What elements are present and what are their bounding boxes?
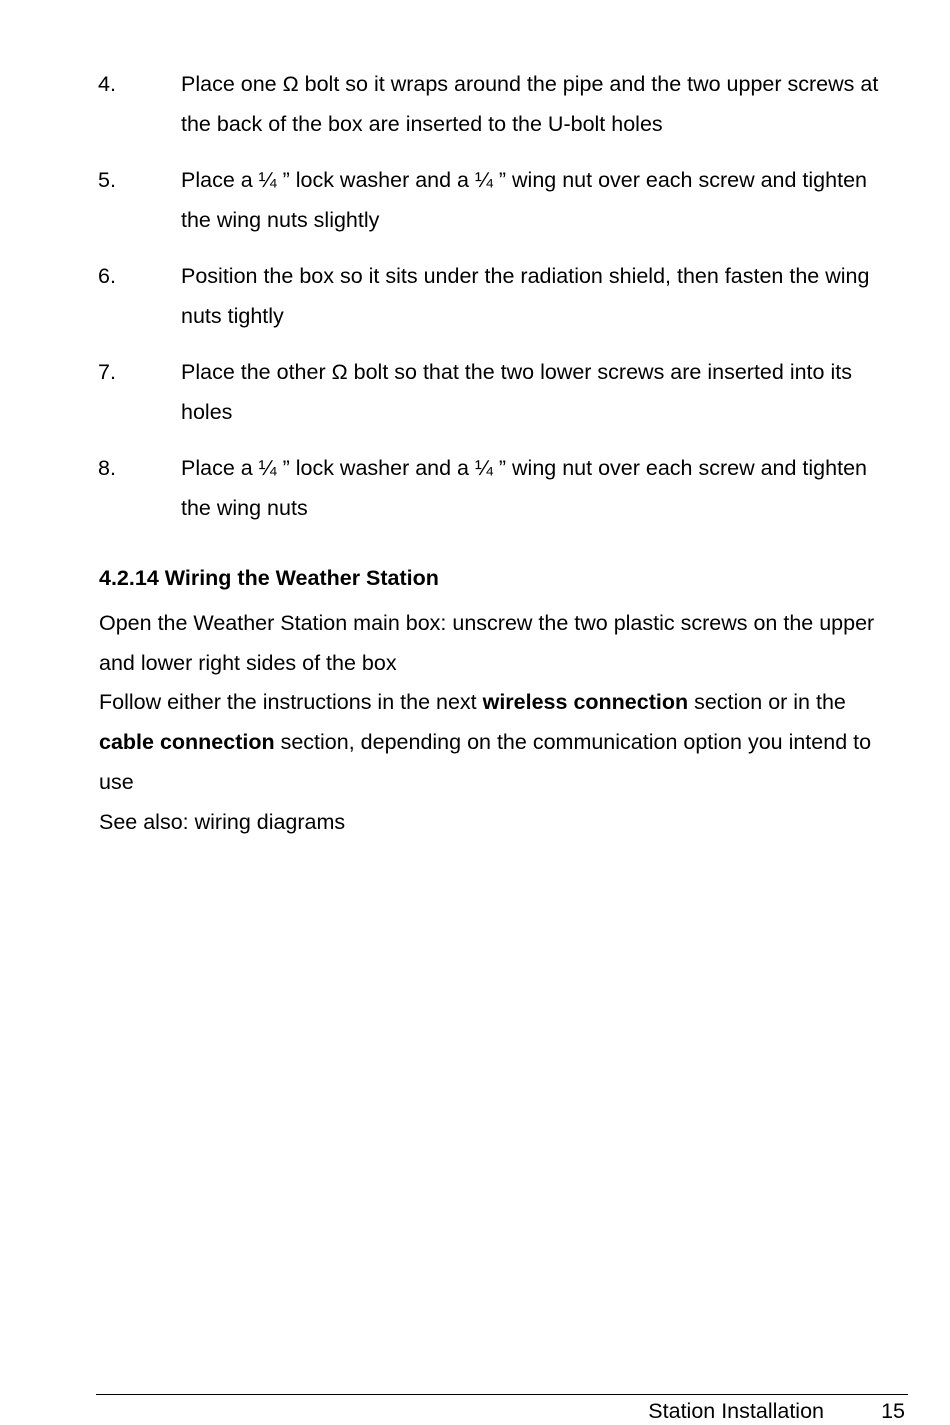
step-item bbox=[0, 64, 950, 144]
step-number: 6. bbox=[98, 264, 116, 288]
step-text: Place a ¼ ” lock washer and a ¼ ” wing nut over each screw and tighten the wing nuts bbox=[181, 456, 867, 520]
section-body bbox=[99, 604, 899, 842]
page-number: 15 bbox=[881, 1399, 905, 1423]
see-also-paragraph: See also: wiring diagrams bbox=[99, 809, 346, 834]
step-text: Place a ¼ ” lock washer and a ¼ ” wing nut over each screw and tighten the wing nuts slightly bbox=[181, 168, 867, 232]
text-run: section or in the bbox=[688, 690, 846, 715]
step-item bbox=[0, 160, 950, 240]
follow-instructions-paragraph bbox=[99, 683, 899, 802]
step-number: 8. bbox=[98, 456, 116, 480]
footer-divider bbox=[96, 1394, 908, 1395]
text-run: section, depending on the communication option you intend to use bbox=[99, 730, 872, 794]
cable-connection-reference: cable connection bbox=[99, 730, 275, 755]
text-run: Follow either the instructions in the next bbox=[99, 690, 483, 715]
step-number: 7. bbox=[98, 360, 116, 384]
step-item bbox=[0, 448, 950, 528]
step-number: 5. bbox=[98, 168, 116, 192]
step-text: Place the other Ω bolt so that the two lower screws are inserted into its holes bbox=[181, 360, 852, 424]
step-text: Position the box so it sits under the radiation shield, then fasten the wing nuts tightly bbox=[181, 264, 870, 328]
step-text: Place one Ω bolt so it wraps around the pipe and the two upper screws at the back of the box are inserted to the U-bolt holes bbox=[181, 72, 879, 136]
open-box-paragraph: Open the Weather Station main box: unscrew the two plastic screws on the upper and lower right sides of the box bbox=[99, 611, 875, 675]
wireless-connection-reference: wireless connection bbox=[482, 690, 689, 715]
step-item bbox=[0, 352, 950, 432]
step-number: 4. bbox=[98, 72, 116, 96]
footer-chapter-label: Station Installation bbox=[648, 1399, 824, 1423]
section-heading: 4.2.14 Wiring the Weather Station bbox=[99, 566, 439, 590]
step-item bbox=[0, 256, 950, 336]
instruction-steps bbox=[0, 64, 950, 544]
